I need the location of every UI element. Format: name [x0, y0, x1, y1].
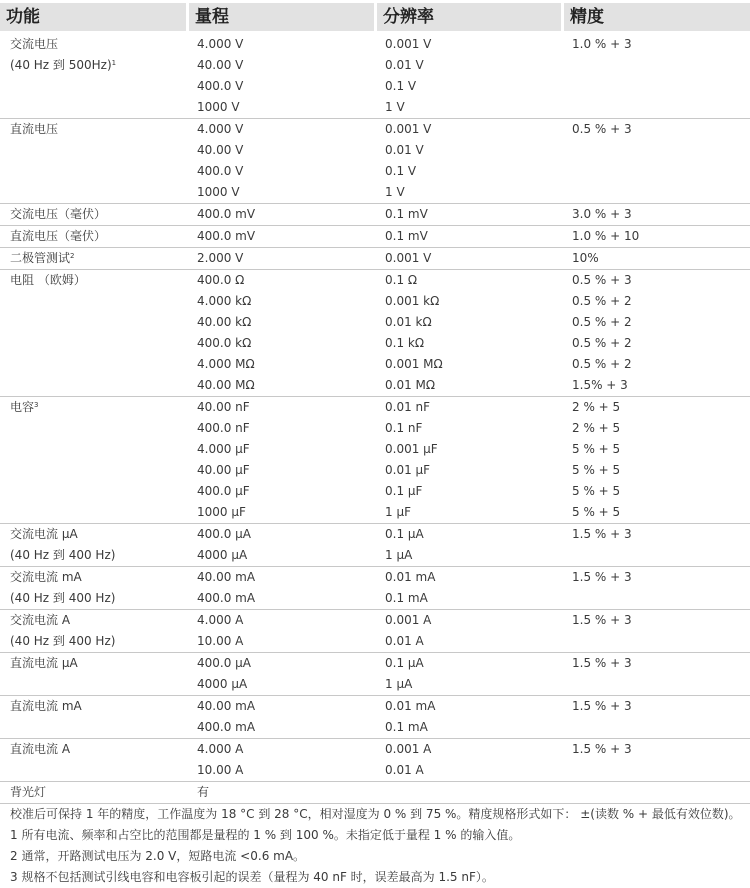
range-cell: 4000 μA	[197, 677, 248, 691]
header-accuracy: 精度	[564, 3, 750, 31]
accuracy-cell: 5 % + 5	[572, 505, 621, 519]
accuracy-cell: 5 % + 5	[572, 463, 621, 477]
table-group	[0, 567, 750, 610]
function-label: (40 Hz 到 500Hz)$^1$	[10, 58, 117, 72]
function-label: 直流电流 mA	[10, 699, 82, 713]
accuracy-cell: 0.5 % + 2	[572, 315, 632, 329]
range-cell: 4.000 MΩ	[197, 357, 255, 371]
accuracy-cell: 1.5 % + 3	[572, 570, 632, 584]
resolution-cell: 0.1 μA	[385, 656, 424, 670]
range-cell: 40.00 mA	[197, 699, 256, 713]
function-label: 交流电压（毫伏）	[10, 207, 107, 221]
table-group	[0, 739, 750, 782]
function-label: 背光灯	[10, 785, 47, 799]
header-range: 量程	[189, 3, 374, 31]
resolution-cell: 0.1 mA	[385, 720, 428, 734]
resolution-cell: 0.1 Ω	[385, 273, 418, 287]
range-cell: 400.0 mV	[197, 229, 256, 243]
accuracy-cell: 1.5 % + 3	[572, 742, 632, 756]
footnote-text: 校准后可保持 1 年的精度，工作温度为 18 °C 到 28 °C，相对湿度为 0 % 到 75 %。精度规格形式如下： ±(读数 % + 最低有效位数)。	[10, 807, 741, 821]
function-label: 二极管测试$^2$	[10, 251, 75, 265]
header-function: 功能	[0, 3, 186, 31]
footnote-text: 2 通常，开路测试电压为 2.0 V，短路电流 <0.6 mA。	[10, 849, 306, 863]
footnote-ref: 1	[111, 59, 117, 67]
table-group	[0, 119, 750, 204]
function-label: 直流电压	[10, 122, 59, 136]
accuracy-cell: 1.0 % + 3	[572, 37, 632, 51]
range-cell: 400.0 μF	[197, 484, 250, 498]
function-label: 电容$^3$	[10, 400, 39, 414]
resolution-cell: 0.01 kΩ	[385, 315, 432, 329]
range-cell: 400.0 μA	[197, 527, 252, 541]
resolution-cell: 0.1 kΩ	[385, 336, 425, 350]
footnote-ref: 2	[70, 252, 75, 260]
accuracy-cell: 0.5 % + 2	[572, 357, 632, 371]
accuracy-cell: 0.5 % + 3	[572, 273, 632, 287]
range-cell: 4.000 V	[197, 37, 244, 51]
accuracy-cell: 3.0 % + 3	[572, 207, 632, 221]
table-group	[0, 34, 750, 119]
table-group	[0, 204, 750, 226]
range-cell: 4.000 A	[197, 613, 244, 627]
resolution-cell: 1 V	[385, 100, 405, 114]
resolution-cell: 0.1 mV	[385, 229, 428, 243]
function-label: 交流电流 μA	[10, 527, 78, 541]
resolution-cell: 0.001 MΩ	[385, 357, 443, 371]
accuracy-cell: 1.5 % + 3	[572, 527, 632, 541]
accuracy-cell: 1.5 % + 3	[572, 699, 632, 713]
accuracy-cell: 1.5 % + 3	[572, 656, 632, 670]
range-cell: 400.0 V	[197, 79, 244, 93]
table-group	[0, 696, 750, 739]
resolution-cell: 0.001 A	[385, 613, 432, 627]
footnote-text: 1 所有电流、频率和占空比的范围都是量程的 1 % 到 100 %。未指定低于量程 1 % 的输入值。	[10, 828, 521, 842]
range-cell: 400.0 μA	[197, 656, 252, 670]
range-cell: 400.0 mA	[197, 720, 256, 734]
range-cell: 4000 μA	[197, 548, 248, 562]
resolution-cell: 0.001 kΩ	[385, 294, 440, 308]
table-group	[0, 610, 750, 653]
accuracy-cell: 0.5 % + 2	[572, 294, 632, 308]
resolution-cell: 0.1 V	[385, 79, 417, 93]
table-group	[0, 270, 750, 397]
accuracy-cell: 1.5% + 3	[572, 378, 628, 392]
resolution-cell: 0.1 V	[385, 164, 417, 178]
range-cell: 4.000 μF	[197, 442, 250, 456]
resolution-cell: 0.1 mA	[385, 591, 428, 605]
range-cell: 400.0 nF	[197, 421, 250, 435]
range-cell: 40.00 MΩ	[197, 378, 255, 392]
table-group	[0, 524, 750, 567]
range-cell: 400.0 mA	[197, 591, 256, 605]
range-cell: 1000 V	[197, 100, 240, 114]
resolution-cell: 0.1 μF	[385, 484, 423, 498]
resolution-cell: 1 μF	[385, 505, 411, 519]
accuracy-cell: 5 % + 5	[572, 442, 621, 456]
range-cell: 4.000 V	[197, 122, 244, 136]
range-cell: 4.000 A	[197, 742, 244, 756]
resolution-cell: 0.01 μF	[385, 463, 431, 477]
function-label: 交流电流 mA	[10, 570, 82, 584]
resolution-cell: 0.01 mA	[385, 699, 436, 713]
resolution-cell: 0.01 MΩ	[385, 378, 436, 392]
function-label: (40 Hz 到 400 Hz)	[10, 591, 116, 605]
range-cell: 有	[197, 785, 210, 799]
range-cell: 400.0 mV	[197, 207, 256, 221]
function-label: (40 Hz 到 400 Hz)	[10, 548, 116, 562]
range-cell: 40.00 μF	[197, 463, 250, 477]
resolution-cell: 0.01 nF	[385, 400, 431, 414]
resolution-cell: 0.01 mA	[385, 570, 436, 584]
function-label: 交流电压	[10, 37, 59, 51]
resolution-cell: 0.01 A	[385, 763, 424, 777]
resolution-cell: 0.1 μA	[385, 527, 424, 541]
resolution-cell: 0.001 V	[385, 37, 432, 51]
function-label: 电阻 （欧姆）	[10, 273, 86, 287]
resolution-cell: 0.1 mV	[385, 207, 428, 221]
resolution-cell: 0.01 V	[385, 143, 424, 157]
function-label: (40 Hz 到 400 Hz)	[10, 634, 116, 648]
function-label: 直流电压（毫伏）	[10, 229, 107, 243]
range-cell: 10.00 A	[197, 634, 244, 648]
accuracy-cell: 2 % + 5	[572, 421, 621, 435]
range-cell: 40.00 V	[197, 143, 244, 157]
accuracy-cell: 0.5 % + 2	[572, 336, 632, 350]
accuracy-cell: 10%	[572, 251, 599, 265]
table-group	[0, 397, 750, 524]
footnote-text: 3 规格不包括测试引线电容和电容板引起的误差（量程为 40 nF 时，误差最高为 1.5 nF）。	[10, 870, 494, 884]
range-cell: 1000 μF	[197, 505, 246, 519]
range-cell: 40.00 nF	[197, 400, 250, 414]
header-resolution: 分辨率	[377, 3, 561, 31]
resolution-cell: 0.1 nF	[385, 421, 423, 435]
accuracy-cell: 1.5 % + 3	[572, 613, 632, 627]
accuracy-cell: 2 % + 5	[572, 400, 621, 414]
resolution-cell: 1 V	[385, 185, 405, 199]
accuracy-cell: 0.5 % + 3	[572, 122, 632, 136]
resolution-cell: 0.001 V	[385, 122, 432, 136]
table-header	[0, 0, 750, 33]
range-cell: 1000 V	[197, 185, 240, 199]
resolution-cell: 0.001 μF	[385, 442, 438, 456]
table-group	[0, 782, 750, 804]
range-cell: 400.0 Ω	[197, 273, 245, 287]
accuracy-cell: 5 % + 5	[572, 484, 621, 498]
table-group	[0, 248, 750, 270]
table-group	[0, 653, 750, 696]
range-cell: 40.00 kΩ	[197, 315, 252, 329]
footnote-ref: 3	[34, 401, 39, 409]
range-cell: 400.0 V	[197, 164, 244, 178]
function-label: 交流电流 A	[10, 613, 71, 627]
resolution-cell: 0.001 A	[385, 742, 432, 756]
resolution-cell: 0.01 A	[385, 634, 424, 648]
function-label: 直流电流 μA	[10, 656, 78, 670]
table-group	[0, 226, 750, 248]
range-cell: 400.0 kΩ	[197, 336, 252, 350]
resolution-cell: 1 μA	[385, 677, 413, 691]
range-cell: 40.00 V	[197, 58, 244, 72]
range-cell: 40.00 mA	[197, 570, 256, 584]
resolution-cell: 0.001 V	[385, 251, 432, 265]
range-cell: 10.00 A	[197, 763, 244, 777]
accuracy-cell: 1.0 % + 10	[572, 229, 640, 243]
range-cell: 2.000 V	[197, 251, 244, 265]
resolution-cell: 1 μA	[385, 548, 413, 562]
range-cell: 4.000 kΩ	[197, 294, 252, 308]
function-label: 直流电流 A	[10, 742, 71, 756]
resolution-cell: 0.01 V	[385, 58, 424, 72]
